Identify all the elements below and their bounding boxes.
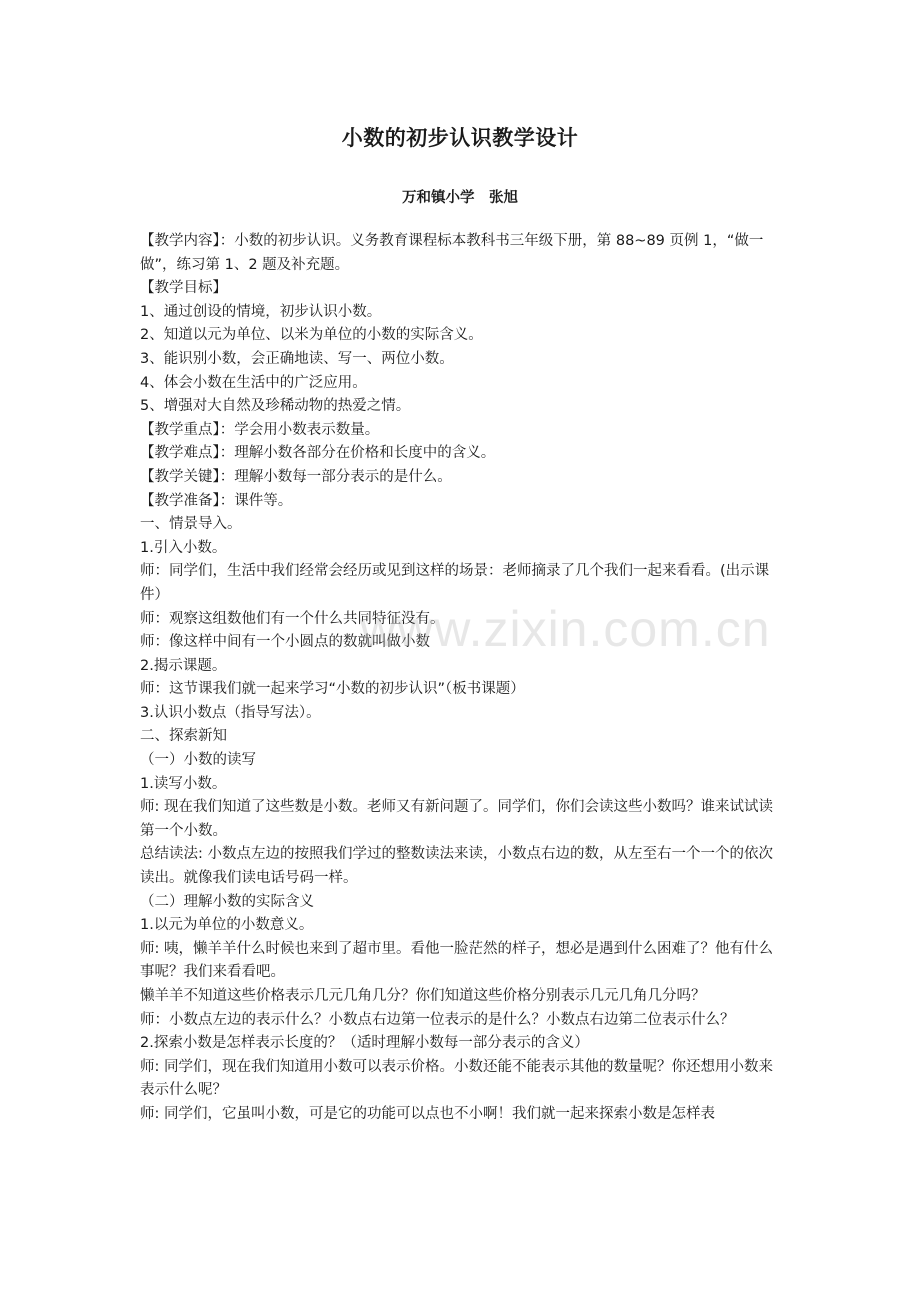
paragraph: 2.揭示课题。 [140, 657, 227, 674]
paragraph: 总结读法: 小数点左边的按照我们学过的整数读法来读，小数点右边的数，从左至右一个一个的依次读出。就像我们读电话号码一样。 [140, 846, 773, 887]
paragraph: 【教学重点】：学会用小数表示数量。 [140, 421, 380, 438]
paragraph: 【教学关键】：理解小数每一部分表示的是什么。 [140, 468, 452, 485]
paragraph: 2.探索小数是怎样表示长度的？（适时理解小数每一部分表示的含义） [140, 1035, 589, 1052]
paragraph: 2、知道以元为单位、以米为单位的小数的实际含义。 [140, 327, 483, 344]
paragraph: 师：同学们，生活中我们经常会经历或见到这样的场景：老师摘录了几个我们一起来看看。(出示课件） [140, 563, 770, 603]
document-author: 万和镇小学 张旭 [402, 190, 518, 206]
paragraph: 师: 同学们，它虽叫小数，可是它的功能可以点也不小啊！我们就一起来探索小数是怎样表 [140, 1105, 715, 1122]
paragraph: 师: 现在我们知道了这些数是小数。老师又有新问题了。同学们，你们会读这些小数吗？谁来试试读第一个小数。 [140, 799, 773, 839]
paragraph: 懒羊羊不知道这些价格表示几元几角几分？你们知道这些价格分别表示几元几角几分吗？ [140, 988, 706, 1004]
paragraph: 4、体会小数在生活中的广泛应用。 [140, 374, 367, 391]
document-title: 小数的初步认识教学设计 [341, 126, 579, 150]
paragraph: 师：像这样中间有一个小圆点的数就叫做小数 [140, 634, 430, 651]
paragraph: 【教学难点】：理解小数各部分在价格和长度中的含义。 [140, 445, 496, 462]
watermark: www.zixin.com.cn [360, 601, 771, 657]
paragraph: 【教学目标】 [140, 280, 227, 297]
paragraph: 师：观察这组数他们有一个什么共同特征没有。 [140, 610, 445, 627]
paragraph: 师: 咦，懒羊羊什么时候也来到了超市里。看他一脸茫然的样子，想必是遇到什么困难了？他有什么事呢？我们来看看吧。 [140, 940, 773, 981]
paragraph: 1.以元为单位的小数意义。 [140, 917, 314, 934]
paragraph: 师：这节课我们就一起来学习“小数的初步认识”（板书课题） [140, 681, 525, 698]
paragraph: （二）理解小数的实际含义 [140, 893, 314, 910]
paragraph: 1.读写小数。 [140, 775, 227, 792]
paragraph: （一）小数的读写 [140, 752, 256, 769]
paragraph: 5、增强对大自然及珍稀动物的热爱之情。 [140, 398, 411, 415]
paragraph: 二、探索新知 [140, 728, 227, 745]
paragraph: 师：小数点左边的表示什么？小数点右边第一位表示的是什么？小数点右边第二位表示什么？ [140, 1011, 735, 1028]
paragraph: 3.认识小数点（指导写法）。 [140, 704, 321, 721]
paragraph: 师: 同学们，现在我们知道用小数可以表示价格。小数还能不能表示其他的数量呢？你还想用小数来表示什么呢？ [140, 1058, 773, 1099]
document-body [140, 230, 785, 1127]
paragraph: 1.引入小数。 [140, 539, 227, 556]
paragraph: 3、能识别小数，会正确地读、写一、两位小数。 [140, 350, 454, 367]
paragraph: 1、通过创设的情境，初步认识小数。 [140, 303, 382, 320]
paragraph: 一、情景导入。 [140, 516, 242, 533]
paragraph: 【教学准备】：课件等。 [140, 492, 293, 509]
paragraph: 【教学内容】：小数的初步认识。义务教育课程标本教科书三年级下册，第 88~89 页例 1，“做一做”，练习第 1、2 题及补充题。 [140, 233, 764, 273]
